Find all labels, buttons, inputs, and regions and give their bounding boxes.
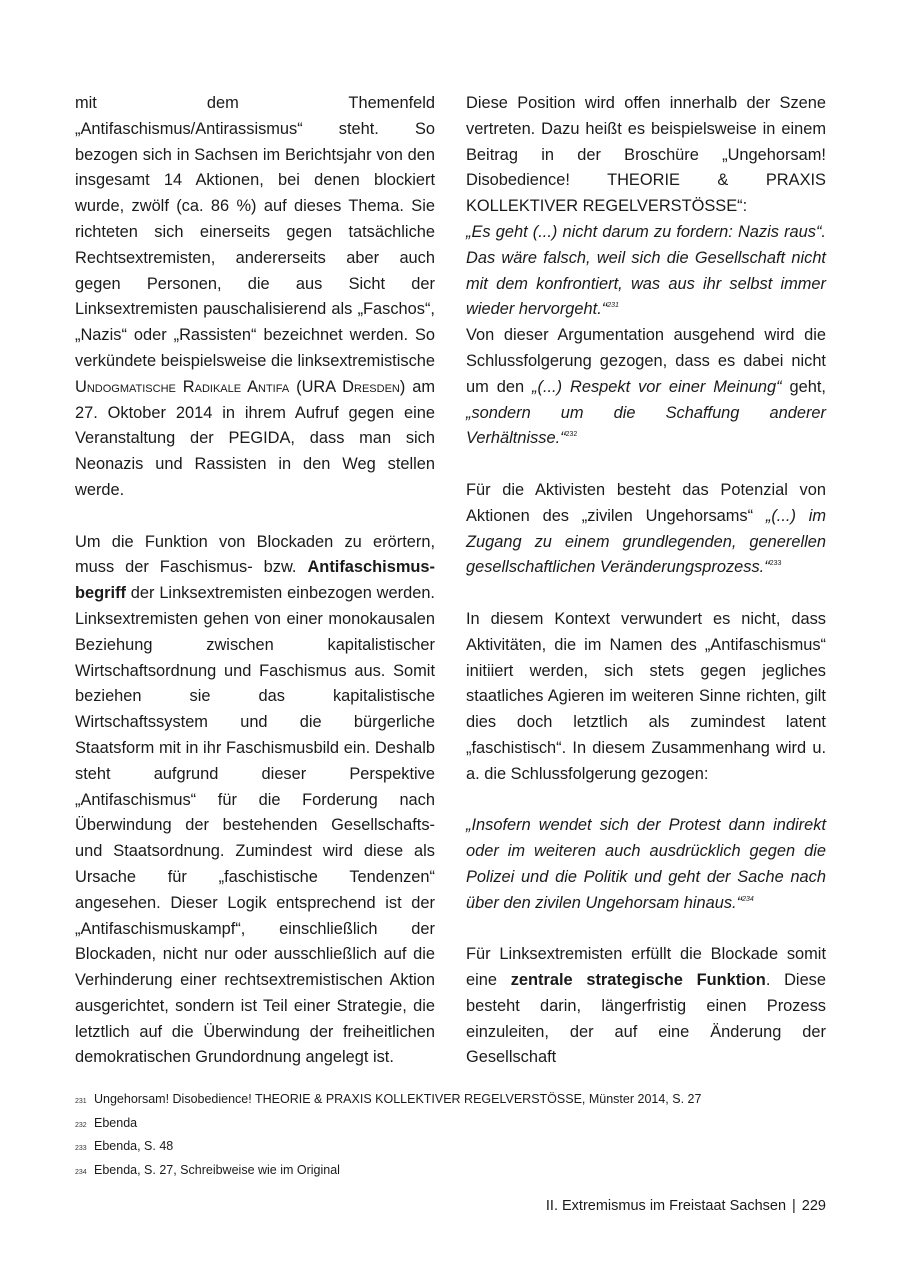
footnote: 231 Ungehorsam! Disobedience! THEORIE & PRAXIS KOLLEKTIVER REGELVERSTÖSSE, Münster 2014, S. 27 bbox=[75, 1092, 702, 1106]
left-column bbox=[75, 91, 435, 1071]
footnote-ref-232: 232 bbox=[565, 431, 578, 439]
bold-term: zentrale strategische Funktion bbox=[510, 971, 766, 990]
footnote-ref-231: 231 bbox=[607, 302, 619, 310]
paragraph-position: Diese Position wird offen innerhalb der Szene vertreten. Dazu heißt es beispielsweise in einem Beitrag in der Broschüre „Ungehorsam! Disobedience! THEORIE & PRAXIS KOLLEKTIVER REGELVERSTÖSSE“: bbox=[466, 94, 826, 216]
paragraph-blockade-topics: mit dem Themenfeld „Antifaschismus/Antirassismus“ steht. So bezogen sich in Sachsen im Berichtsjahr von den insgesamt 14 Aktionen, bei denen blockiert wurde, zwölf (ca. 86 %) auf dieses Thema. Sie richteten sich einerseits gegen tatsächliche Rechtsextremisten, andererseits aber auch gegen Personen, die aus Sicht der Linksextremisten pauschalisierend als „Faschos“, „Nazis“ oder „Rassisten“ bezeichnet werden. So verkündete beispielsweise die linksextremistische Undogmatische Radikale Antifa (URA Dresden) am 27. Oktober 2014 in ihrem Aufruf gegen eine Veranstaltung der PEGIDA, dass man sich Neonazis und Rassisten in den Weg stellen werde. bbox=[75, 94, 435, 499]
paragraph-strategic-function: Für Linksextremisten erfüllt die Blockade somit eine zentrale strategische Funktion. Diese besteht darin, längerfristig einen Prozess einzuleiten, der auf eine Änderung der Gesellschaft bbox=[466, 945, 826, 1067]
footnote: 233 Ebenda, S. 48 bbox=[75, 1139, 174, 1153]
paragraph-argumentation: Von dieser Argumentation ausgehend wird die Schlussfolgerung gezogen, dass es dabei nicht um den „(...) Respekt vor einer Meinung“ geht, „sondern um die Schaffung anderer Verhältnisse.“$^{232}$ bbox=[466, 326, 826, 448]
footnote-ref-234: 234 bbox=[742, 895, 754, 903]
quote-1: „Es geht (...) nicht darum zu fordern: Nazis raus“. Das wäre falsch, weil sich die Gesellschaft nicht mit dem konfrontiert, was aus ihr selbst immer wieder hervorgeht.“$^{231}$ bbox=[466, 222, 826, 319]
section-title: II. Extremismus im Freistaat Sachsen bbox=[545, 1198, 787, 1214]
footnotes bbox=[75, 1089, 835, 1183]
bold-term: Antifaschismusbegriff bbox=[75, 558, 435, 603]
quote-2: „Insofern wendet sich der Protest dann indirekt oder im weiteren auch ausdrücklich gegen die Polizei und die Politik und geht der Sache nach über den zivilen Ungehorsam hinaus.“$^{234}$ bbox=[466, 816, 826, 912]
paragraph-potential: Für die Aktivisten besteht das Potenzial von Aktionen des „zivilen Ungehorsams“ „(...) im Zugang zu einem grundlegenden, generellen gesellschaftlichen Veränderungsprozess.“$^{233}$ bbox=[466, 480, 826, 577]
page-footer bbox=[546, 1198, 826, 1214]
right-column bbox=[466, 91, 826, 1071]
footnote: 234 Ebenda, S. 27, Schreibweise wie im Original bbox=[75, 1162, 340, 1177]
paragraph-context: In diesem Kontext verwundert es nicht, dass Aktivitäten, die im Namen des „Antifaschismus“ initiiert werden, sich stets gegen jegliches staatliches Agieren im weiteren Sinne richten, gilt dies doch letztlich als zumindest latent „faschistisch“. In diesem Zusammenhang wird u. a. die Schlussfolgerung gezogen: bbox=[466, 609, 826, 783]
footnote-ref-233: 233 bbox=[769, 560, 782, 568]
paragraph-antifascism-concept: Um die Funktion von Blockaden zu erörtern, muss der Faschismus- bzw. Antifaschismusbegriff der Linksextremisten einbezogen werden. Linksextremisten gehen von einer monokausalen Beziehung zwischen kapitalistischer Wirtschaftsordnung und Faschismus aus. Somit beziehen sie das kapitalistische Wirtschaftssystem und die bürgerliche Staatsform mit in ihr Faschismusbild ein. Deshalb steht aufgrund dieser Perspektive „Antifaschismus“ für die Forderung nach Überwindung der bestehenden Gesellschafts- und Staatsordnung. Zumindest wird diese als Ursache für „faschistische Tendenzen“ angesehen. Dieser Logik entsprechend ist der „Antifaschismuskampf“, einschließlich der Blockaden, nicht nur oder ausschließlich auf die Verhinderung einer rechtsextremistischen Aktion ausgerichtet, sondern ist Teil einer Strategie, die letztlich auf die Überwindung der freiheitlichen demokratischen Grundordnung angelegt ist. bbox=[75, 532, 435, 1067]
footnote: 232 Ebenda bbox=[75, 1115, 138, 1130]
organization-name: Undogmatische Radikale Antifa bbox=[75, 377, 290, 396]
footer-separator: | bbox=[792, 1198, 796, 1214]
organization-abbreviation: URA Dresden bbox=[301, 377, 400, 396]
page-number: 229 bbox=[801, 1198, 826, 1214]
